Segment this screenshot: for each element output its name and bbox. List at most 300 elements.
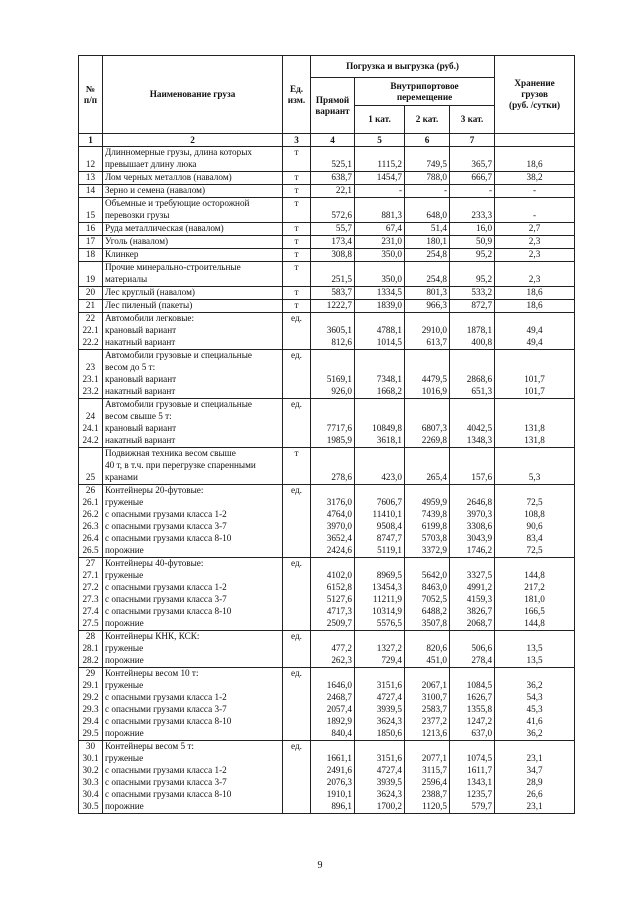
cat3-value (450, 631, 495, 668)
unit-cell-line: т (294, 198, 299, 208)
unit-cell (283, 223, 311, 236)
row-number-line: 27.5 (82, 618, 99, 628)
cargo-name (103, 147, 283, 172)
row-number-line: 23.1 (82, 374, 99, 384)
cargo-name-line: груженые (105, 753, 144, 763)
storage-value-line: 54,3 (526, 692, 543, 702)
cat3-value-line (452, 313, 492, 325)
unit-cell (283, 631, 311, 668)
storage-value (495, 198, 575, 223)
cat1-value-line: 1850,6 (376, 728, 402, 738)
unit-cell-line (285, 655, 308, 667)
direct-value-line: 583,7 (331, 287, 352, 297)
table-row (79, 448, 575, 485)
direct-value-line: 22,1 (335, 185, 352, 195)
table-row (79, 313, 575, 350)
page-number: 9 (317, 860, 323, 871)
cat1-value (355, 313, 405, 350)
direct-value-line: 2057,4 (326, 704, 352, 714)
cat2-value-line (407, 262, 447, 274)
header-category-3: 3 кат. (450, 106, 495, 134)
unit-cell-line (285, 472, 308, 484)
cat2-value-line: 254,8 (426, 274, 447, 284)
unit-cell-line (285, 411, 308, 423)
cargo-name-line: весом до 5 т: (105, 362, 156, 372)
table-row (79, 350, 575, 399)
direct-value-line: 4764,0 (326, 509, 352, 519)
cargo-name-line: порожние (105, 618, 144, 628)
unit-cell-line (285, 521, 308, 533)
cat1-value-line: 350,0 (381, 249, 402, 259)
row-number-line: 29.1 (82, 680, 99, 690)
storage-value-line: 23,1 (526, 753, 543, 763)
cat2-value-line (407, 411, 447, 423)
direct-value-line: 2509,7 (326, 618, 352, 628)
row-number-line: 23 (85, 362, 96, 372)
column-number: 1 (79, 134, 103, 147)
storage-value-line: 2,3 (528, 249, 541, 259)
storage-value (495, 741, 575, 814)
row-number (79, 249, 103, 262)
storage-value-line: 18,6 (526, 287, 543, 297)
cat3-value-line (452, 399, 492, 411)
storage-value (495, 485, 575, 558)
unit-cell-line (285, 509, 308, 521)
unit-cell (283, 350, 311, 399)
cargo-name-line: с опасными грузами класса 8-10 (105, 789, 232, 799)
storage-value (495, 448, 575, 485)
cat3-value (450, 198, 495, 223)
header-cargo-name: Наименование груза (103, 56, 283, 134)
table-row (79, 172, 575, 185)
header-category-2: 2 кат. (405, 106, 450, 134)
direct-value-line (313, 399, 352, 411)
cat1-value-line: 423,0 (381, 472, 402, 482)
storage-value-line (497, 460, 572, 472)
cat3-value (450, 172, 495, 185)
cargo-name-line: крановый вариант (105, 374, 177, 384)
cat2-value-line (407, 741, 447, 753)
storage-value-line: 38,2 (526, 172, 543, 182)
row-number (79, 313, 103, 350)
row-number-line: 28.1 (82, 643, 99, 653)
storage-value-line: 5,3 (528, 472, 541, 482)
storage-value (495, 236, 575, 249)
cat1-value-line: 11410,1 (372, 509, 402, 519)
cat3-value-line (452, 147, 492, 159)
cargo-name-line: крановый вариант (105, 325, 177, 335)
cat1-value (355, 223, 405, 236)
unit-cell (283, 399, 311, 448)
cat3-value-line: 1355,8 (466, 704, 493, 714)
direct-value-line (313, 147, 352, 159)
cat3-value-line: 1348,3 (466, 435, 493, 445)
unit-cell-line (285, 753, 308, 765)
cat3-value-line (452, 362, 492, 374)
row-number-line: 19 (85, 274, 96, 284)
cat1-value-line: 3624,3 (376, 789, 402, 799)
cat3-value-line: 1074,5 (466, 753, 493, 763)
unit-cell (283, 198, 311, 223)
unit-cell-line (285, 582, 308, 594)
unit-cell-line (285, 325, 308, 337)
cat1-value-line: 9508,4 (376, 521, 402, 531)
cat3-value-line: 3970,3 (466, 509, 493, 519)
cat1-value (355, 262, 405, 287)
cat2-value (405, 172, 450, 185)
direct-value-line: 2468,7 (326, 692, 352, 702)
cat3-value-line: 3043,9 (466, 533, 493, 543)
unit-cell-line (285, 716, 308, 728)
unit-cell-line (285, 618, 308, 630)
cat1-value-line (357, 262, 402, 274)
cat2-value-line (407, 147, 447, 159)
table-row (79, 558, 575, 631)
direct-value-line: 477,2 (331, 643, 352, 653)
row-number-line: 26.3 (82, 521, 99, 531)
cargo-name-line: с опасными грузами класса 3-7 (105, 777, 227, 787)
cat2-value-line (407, 668, 447, 680)
row-number-line (81, 147, 100, 159)
unit-cell-line (285, 789, 308, 801)
unit-cell-line (285, 777, 308, 789)
direct-value-line: 7717,6 (326, 423, 352, 433)
storage-value-line (497, 262, 572, 274)
storage-value-line (497, 631, 572, 643)
unit-cell-line (285, 704, 308, 716)
direct-value (311, 249, 355, 262)
storage-value-line: 13,5 (526, 655, 543, 665)
cat1-value-line: 350,0 (381, 274, 402, 284)
cargo-name (103, 485, 283, 558)
row-number-line: 22.2 (82, 337, 99, 347)
cat1-value (355, 741, 405, 814)
row-number (79, 558, 103, 631)
direct-value (311, 399, 355, 448)
direct-value (311, 741, 355, 814)
cat3-value-line (452, 411, 492, 423)
storage-value-line: 90,6 (526, 521, 543, 531)
direct-value-line: 1222,7 (326, 300, 352, 310)
cat1-value-line: 1327,2 (376, 643, 402, 653)
row-number (79, 631, 103, 668)
cat1-value-line (357, 668, 402, 680)
cat2-value (405, 631, 450, 668)
cat3-value (450, 741, 495, 814)
storage-value-line: 144,8 (524, 618, 545, 628)
storage-value-line (497, 558, 572, 570)
row-number-line: 26 (85, 485, 96, 495)
unit-cell (283, 448, 311, 485)
cat3-value-line: 1878,1 (466, 325, 493, 335)
cat1-value-line: 1700,2 (376, 801, 402, 811)
cat2-value-line (407, 362, 447, 374)
storage-value-line: 18,6 (526, 300, 543, 310)
row-number (79, 448, 103, 485)
cat2-value-line (407, 485, 447, 497)
cat1-value-line: 10314,9 (372, 606, 402, 616)
cargo-name-line: Контейнеры весом 5 т: (105, 741, 194, 751)
cargo-name (103, 223, 283, 236)
cat1-value (355, 558, 405, 631)
cat3-value (450, 287, 495, 300)
row-number-line: 26.5 (82, 545, 99, 555)
storage-value-line (497, 668, 572, 680)
cat1-value-line: 7348,1 (376, 374, 402, 384)
direct-value (311, 485, 355, 558)
unit-cell (283, 287, 311, 300)
cat2-value-line: 2269,8 (421, 435, 447, 445)
column-number-row (79, 134, 575, 147)
row-number (79, 147, 103, 172)
cat3-value (450, 249, 495, 262)
cargo-name-line: превышает длину люка (105, 159, 197, 169)
cat1-value-line: 729,4 (381, 655, 402, 665)
storage-value-line: 131,8 (524, 435, 545, 445)
unit-cell (283, 558, 311, 631)
cat3-value-line: 1235,7 (466, 789, 493, 799)
direct-value-line: 3652,4 (326, 533, 352, 543)
unit-cell-line (285, 274, 308, 286)
direct-value-line: 572,6 (331, 210, 352, 220)
direct-value-line: 4717,3 (326, 606, 352, 616)
row-number-line (81, 399, 100, 411)
cargo-name-line: Автомобили легковые: (105, 313, 195, 323)
direct-value-line: 1661,1 (326, 753, 352, 763)
direct-value-line: 926,0 (331, 386, 352, 396)
storage-value-line: - (533, 185, 537, 195)
cargo-name (103, 399, 283, 448)
cat3-value-line: 16,0 (475, 223, 493, 233)
header-direct-variant: Прямой вариант (311, 78, 355, 134)
cargo-name-line: накатный вариант (105, 435, 176, 445)
unit-cell-line (285, 386, 308, 398)
unit-cell-line (285, 497, 308, 509)
storage-value-line: 2,3 (528, 274, 541, 284)
cat3-value-line: 2646,8 (466, 497, 493, 507)
direct-value-line: 896,1 (331, 801, 352, 811)
table-row (79, 262, 575, 287)
unit-cell (283, 236, 311, 249)
cargo-name-line: с опасными грузами класса 1-2 (105, 582, 227, 592)
cat2-value-line: 2067,1 (421, 680, 447, 690)
cat2-value-line: 5642,0 (421, 570, 447, 580)
cat3-value (450, 147, 495, 172)
row-number-line: 27 (85, 558, 96, 568)
cat3-value (450, 399, 495, 448)
storage-value (495, 399, 575, 448)
storage-value-line: 49,4 (526, 325, 543, 335)
cargo-name-line: Подвижная техника весом свыше (105, 448, 236, 458)
cat2-value-line: 4959,9 (421, 497, 447, 507)
cat3-value (450, 448, 495, 485)
direct-value-line: 1910,1 (326, 789, 352, 799)
table-row (79, 185, 575, 198)
cat3-value-line (452, 262, 492, 274)
cat2-value-line: 265,4 (426, 472, 447, 482)
unit-cell (283, 172, 311, 185)
cat1-value-line (357, 147, 402, 159)
direct-value (311, 236, 355, 249)
cargo-name-line: Лес круглый (навалом) (105, 287, 195, 297)
unit-cell-line: т (294, 249, 299, 259)
cat3-value-line (452, 558, 492, 570)
cat3-value-line (452, 350, 492, 362)
storage-value-line: 26,6 (526, 789, 543, 799)
cat2-value-line (407, 313, 447, 325)
row-number (79, 485, 103, 558)
storage-value (495, 287, 575, 300)
cat1-value-line: 3151,6 (376, 753, 402, 763)
cat3-value-line: 278,4 (471, 655, 493, 665)
cat3-value-line (452, 631, 492, 643)
row-number-line: 29.4 (82, 716, 99, 726)
cargo-name (103, 185, 283, 198)
unit-cell-line (285, 765, 308, 777)
cat3-value (450, 300, 495, 313)
cat2-value-line: 2583,7 (421, 704, 447, 714)
direct-value-line (313, 313, 352, 325)
cat1-value-line (357, 460, 402, 472)
cargo-name-line: с опасными грузами класса 3-7 (105, 594, 227, 604)
row-number-line: 24.2 (82, 435, 99, 445)
cargo-name (103, 236, 283, 249)
direct-value-line: 840,4 (331, 728, 352, 738)
storage-value (495, 350, 575, 399)
table-row (79, 147, 575, 172)
cat2-value-line (407, 198, 447, 210)
cat3-value-line: 3826,7 (466, 606, 493, 616)
cat1-value-line: 5576,5 (376, 618, 402, 628)
row-number-line: 27.2 (82, 582, 99, 592)
cat1-value (355, 300, 405, 313)
unit-cell-line: ед. (291, 741, 302, 751)
unit-cell (283, 262, 311, 287)
unit-cell (283, 185, 311, 198)
storage-value-line: 28,9 (526, 777, 543, 787)
cat1-value (355, 249, 405, 262)
direct-value-line: 55,7 (335, 223, 352, 233)
cat1-value-line: 3618,1 (376, 435, 402, 445)
cat3-value (450, 313, 495, 350)
cat3-value-line: 1746,2 (466, 545, 493, 555)
table-row (79, 485, 575, 558)
direct-value-line (313, 485, 352, 497)
table-body (79, 147, 575, 814)
cat3-value-line: 1247,2 (466, 716, 493, 726)
cat3-value (450, 485, 495, 558)
cat3-value-line (452, 741, 492, 753)
storage-value (495, 631, 575, 668)
column-number: 6 (405, 134, 450, 147)
direct-value (311, 287, 355, 300)
unit-cell (283, 485, 311, 558)
direct-value-line: 2491,6 (326, 765, 352, 775)
cat1-value-line (357, 558, 402, 570)
cargo-name-line: Лес пиленый (пакеты) (105, 300, 193, 310)
direct-value (311, 350, 355, 399)
cat2-value-line: 1016,9 (421, 386, 447, 396)
cat2-value (405, 350, 450, 399)
storage-value-line: 49,4 (526, 337, 543, 347)
row-number-line: 22 (85, 313, 96, 323)
cat2-value-line (407, 558, 447, 570)
storage-value-line: 131,8 (524, 423, 545, 433)
row-number-line: 30.1 (82, 753, 99, 763)
cat2-value-line: 2596,4 (421, 777, 447, 787)
storage-value-line: 36,2 (526, 728, 543, 738)
cat2-value-line: 4479,5 (421, 374, 447, 384)
cat1-value-line: 3624,3 (376, 716, 402, 726)
storage-value-line (497, 399, 572, 411)
cat1-value-line: 1839,0 (376, 300, 402, 310)
direct-value-line: 1892,9 (326, 716, 352, 726)
cat1-value (355, 668, 405, 741)
cat2-value-line: 3115,7 (422, 765, 447, 775)
row-number-line: 29.5 (82, 728, 99, 738)
cargo-name-line: порожние (105, 655, 144, 665)
cat1-value-line (357, 448, 402, 460)
cat2-value-line: 2910,0 (421, 325, 447, 335)
cat2-value-line: 254,8 (426, 249, 447, 259)
cat2-value (405, 558, 450, 631)
direct-value-line (313, 460, 352, 472)
cat2-value-line: 749,5 (426, 159, 447, 169)
direct-value-line: 262,3 (331, 655, 352, 665)
direct-value-line (313, 411, 352, 423)
cargo-name-line: кранами (105, 472, 138, 482)
storage-value (495, 300, 575, 313)
cat1-value-line (357, 198, 402, 210)
cat3-value-line: 3327,5 (466, 570, 493, 580)
cat2-value-line: 2388,7 (421, 789, 447, 799)
storage-value (495, 172, 575, 185)
row-number-line (81, 460, 100, 472)
cat1-value (355, 147, 405, 172)
cat2-value (405, 741, 450, 814)
cat2-value (405, 249, 450, 262)
direct-value-line (313, 668, 352, 680)
storage-value-line (497, 313, 572, 325)
cat1-value-line: 1014,5 (376, 337, 402, 347)
storage-value-line (497, 350, 572, 362)
cat2-value (405, 485, 450, 558)
storage-value-line (497, 198, 572, 210)
cat1-value-line: 3939,5 (376, 777, 402, 787)
cat2-value-line: - (443, 185, 447, 195)
row-number-line: 26.4 (82, 533, 99, 543)
cat1-value-line: 3151,6 (376, 680, 402, 690)
cargo-name-line: Автомобили грузовые и специальные (105, 350, 252, 360)
table-row (79, 631, 575, 668)
cat1-value-line: 8747,7 (376, 533, 402, 543)
row-number-line: 30 (85, 741, 96, 751)
cargo-name (103, 313, 283, 350)
row-number-line: 13 (85, 172, 96, 182)
direct-value (311, 198, 355, 223)
cat2-value-line (407, 448, 447, 460)
storage-value-line: 181,0 (524, 594, 545, 604)
storage-value-line: 166,5 (524, 606, 545, 616)
cat3-value-line: 666,7 (471, 172, 493, 182)
row-number (79, 262, 103, 287)
row-number-line: 22.1 (82, 325, 99, 335)
cargo-name-line: Контейнеры 20-футовые: (105, 485, 204, 495)
cat1-value (355, 172, 405, 185)
unit-cell-line (285, 533, 308, 545)
cat2-value (405, 262, 450, 287)
storage-value (495, 558, 575, 631)
